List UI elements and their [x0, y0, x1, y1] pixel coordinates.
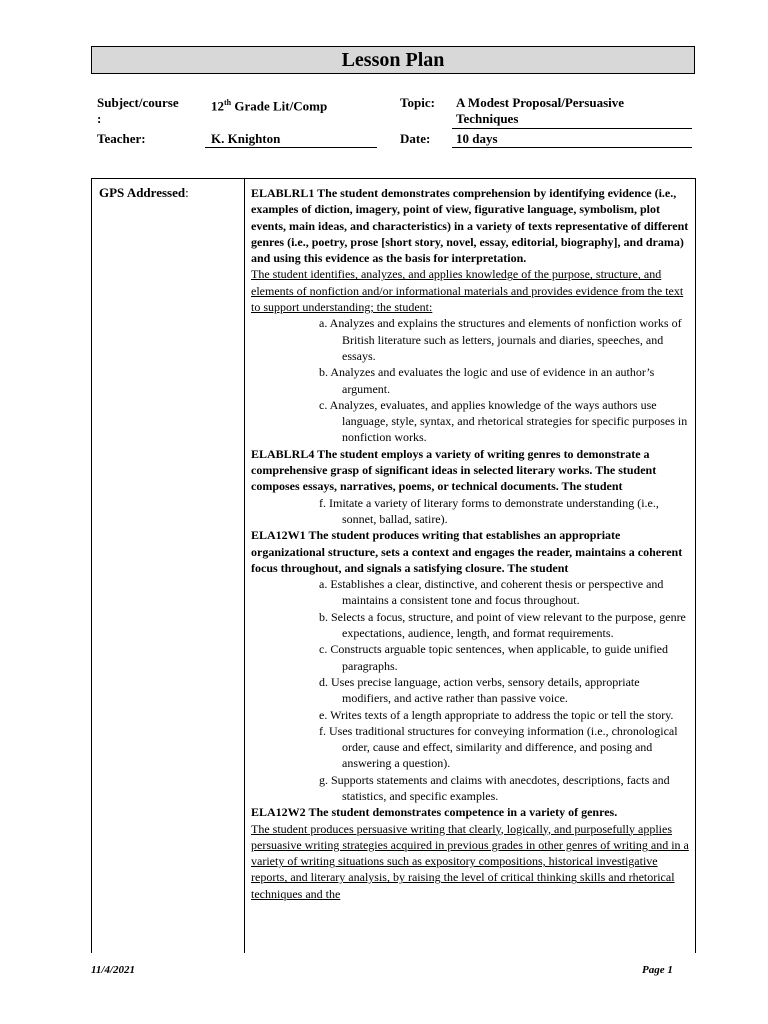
date-underline	[452, 147, 692, 148]
gps-column-divider	[244, 179, 245, 953]
topic-label: Topic:	[400, 95, 435, 110]
date-value: 10 days	[456, 131, 498, 146]
subject-value: 12th Grade Lit/Comp	[211, 98, 328, 114]
standard-item: f. Imitate a variety of literary forms to demonstrate understanding (i.e., sonnet, ballad, satire).	[319, 495, 659, 526]
gps-label: GPS Addressed:	[99, 185, 189, 200]
teacher-label: Teacher:	[97, 131, 146, 146]
standard-subheading: The student produces persuasive writing that clearly, logically, and purposefully applies persuasive writing strategies acquired in previous grades in other genres of writing and in a variety of writing situations such as expository compositions, historical investigative reports, and literary analysis, by raising the level of critical thinking skills and rhetorical techniques and the	[251, 821, 689, 901]
page-title: Lesson Plan	[91, 46, 695, 74]
gps-content	[251, 185, 689, 902]
footer-date: 11/4/2021	[91, 964, 136, 976]
teacher-underline	[205, 147, 377, 148]
standard-item: f. Uses traditional structures for conveying information (i.e., chronological order, cause and effect, similarity and difference, and posing and answering a question).	[319, 723, 678, 771]
standard-heading: ELABLRL4 The student employs a variety of writing genres to demonstrate a comprehensive grasp of significant ideas in selected literary works. The student composes essays, narratives, poems, or technical documents. The student	[251, 446, 657, 494]
teacher-value: K. Knighton	[211, 131, 281, 146]
standard-item: c. Constructs arguable topic sentences, when applicable, to guide unified paragraphs.	[319, 642, 669, 673]
standard-subheading: The student identifies, analyzes, and applies knowledge of the purpose, structure, and elements of nonfiction and/or informational materials and provides evidence from the text to support understanding; the student:	[251, 267, 684, 315]
standard-item: b. Selects a focus, structure, and point of view relevant to the purpose, genre expectations, audience, length, and format requirements.	[319, 609, 686, 641]
standard-item: c. Analyzes, evaluates, and applies knowledge of the ways authors use language, style, syntax, and rhetorical strategies for specific purposes in nonfiction works.	[319, 397, 688, 445]
subject-label: Subject/course :	[97, 95, 179, 126]
topic-value: A Modest Proposal/Persuasive Techniques	[456, 95, 625, 126]
standard-item: e. Writes texts of a length appropriate to address the topic or tell the story.	[319, 707, 674, 722]
footer-page-number: Page 1	[642, 964, 673, 976]
standard-item: b. Analyzes and evaluates the logic and use of evidence in an author’s argument.	[319, 365, 655, 396]
date-label: Date:	[400, 131, 431, 146]
topic-underline	[452, 128, 692, 129]
standard-item: d. Uses precise language, action verbs, sensory details, appropriate modifiers, and active rather than passive voice.	[319, 674, 640, 706]
standard-heading: ELA12W2 The student demonstrates competence in a variety of genres.	[251, 805, 618, 820]
standard-heading: ELA12W1 The student produces writing that establishes an appropriate organizational structure, sets a context and engages the reader, maintains a coherent focus throughout, and signals a satisfying closure. The student	[251, 528, 683, 575]
standard-item: g. Supports statements and claims with anecdotes, descriptions, facts and statistics, and specific examples.	[319, 772, 670, 803]
standard-heading: ELABLRL1 The student demonstrates comprehension by identifying evidence (i.e., examples of diction, imagery, point of view, figurative language, symbolism, plot events, main ideas, and characteristics) in a variety of texts representative of different genres (i.e., poetry, prose [short story, novel, essay, editorial, biography], and drama) and using this evidence as the basis for interpretation.	[251, 186, 689, 266]
standard-item: a. Analyzes and explains the structures and elements of nonfiction works of British literature such as letters, journals and diaries, speeches, and essays.	[319, 316, 682, 363]
gps-table	[91, 178, 696, 953]
standard-item: a. Establishes a clear, distinctive, and coherent thesis or perspective and maintains a consistent tone and focus throughout.	[319, 577, 664, 608]
